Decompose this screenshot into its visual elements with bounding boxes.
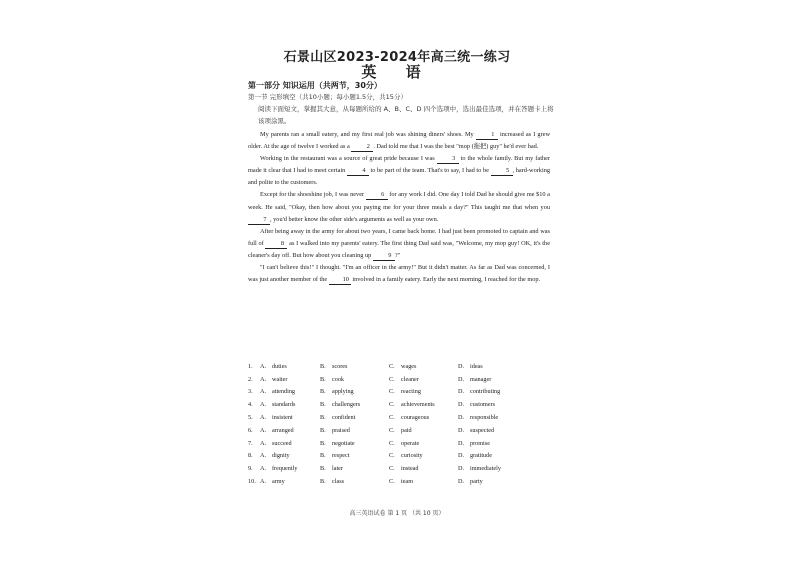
option-letter: B. xyxy=(320,388,326,396)
option-a xyxy=(260,388,320,395)
option-text: achievements xyxy=(401,401,435,409)
blank-1: 1 xyxy=(476,130,498,140)
option-a xyxy=(260,465,320,472)
question-number: 6. xyxy=(248,426,253,434)
option-letter: B. xyxy=(320,478,326,486)
question-number: 3. xyxy=(248,388,253,396)
option-c xyxy=(389,388,458,395)
option-row xyxy=(248,411,548,424)
passage-text: Working in the restaurant was a source of great pride because I was xyxy=(260,155,437,163)
option-d xyxy=(458,414,527,421)
blank-3: 3 xyxy=(437,154,459,164)
option-text: negotiate xyxy=(332,439,355,447)
option-letter: D. xyxy=(458,426,465,434)
option-c xyxy=(389,465,458,472)
option-text: gratitude xyxy=(470,452,492,460)
option-letter: B. xyxy=(320,465,326,473)
option-letter: D. xyxy=(458,439,465,447)
question-number: 7. xyxy=(248,439,253,447)
option-text: wages xyxy=(401,362,417,370)
option-a xyxy=(260,452,320,459)
option-letter: A. xyxy=(260,478,267,486)
answer-options xyxy=(248,360,548,488)
option-row xyxy=(248,450,548,463)
option-text: contributing xyxy=(470,388,501,396)
option-text: succeed xyxy=(272,439,292,447)
option-c xyxy=(389,478,458,485)
option-b xyxy=(320,465,389,472)
option-b xyxy=(320,401,389,408)
question-number: 8. xyxy=(248,452,253,460)
option-text: attending xyxy=(272,388,296,396)
option-d xyxy=(458,376,527,383)
question-number: 2. xyxy=(248,375,253,383)
option-letter: B. xyxy=(320,375,326,383)
option-letter: B. xyxy=(320,414,326,422)
option-b xyxy=(320,388,389,395)
option-text: instead xyxy=(401,465,419,473)
passage-text: for any work I did. One day I told Dad he should give me $10 a week. He said, "Okay, then how about you paying me for your three meals a day?" This taught me that when you xyxy=(248,191,550,211)
option-text: insistent xyxy=(272,414,293,422)
option-text: class xyxy=(332,478,345,486)
option-letter: C. xyxy=(389,465,395,473)
option-letter: D. xyxy=(458,478,465,486)
option-text: waiter xyxy=(272,375,288,383)
option-text: standards xyxy=(272,401,296,409)
option-d xyxy=(458,478,527,485)
option-text: team xyxy=(401,478,414,486)
passage-text: Except for the shoeshine job, I was never xyxy=(260,191,366,199)
option-a xyxy=(260,427,320,434)
option-row xyxy=(248,424,548,437)
option-d xyxy=(458,427,527,434)
option-d xyxy=(458,440,527,447)
option-letter: A. xyxy=(260,439,267,447)
option-letter: D. xyxy=(458,414,465,422)
option-text: paid xyxy=(401,426,412,434)
option-letter: C. xyxy=(389,362,395,370)
option-letter: D. xyxy=(458,452,465,460)
passage-text: "I can't believe this!" I thought. "I'm an officer in the army!" But it didn't matter. As far as Dad was concerned, I was just another member of the xyxy=(248,264,550,284)
option-a xyxy=(260,376,320,383)
option-c xyxy=(389,376,458,383)
cloze-passage xyxy=(248,129,550,286)
option-c xyxy=(389,440,458,447)
option-letter: D. xyxy=(458,362,465,370)
option-letter: C. xyxy=(389,439,395,447)
option-a xyxy=(260,363,320,370)
option-text: dignity xyxy=(272,452,290,460)
option-text: duties xyxy=(272,362,287,370)
option-text: promise xyxy=(470,439,490,447)
option-text: responsible xyxy=(470,414,499,422)
option-c xyxy=(389,363,458,370)
option-row xyxy=(248,462,548,475)
option-text: cleaner xyxy=(401,375,419,383)
option-a xyxy=(260,401,320,408)
option-letter: A. xyxy=(260,414,267,422)
blank-8: 8 xyxy=(265,239,287,249)
option-text: curiosity xyxy=(401,452,423,460)
option-text: cook xyxy=(332,375,345,383)
option-text: frequently xyxy=(272,465,298,473)
option-c xyxy=(389,401,458,408)
option-d xyxy=(458,452,527,459)
passage-text: , hard-working and polite to the customers. xyxy=(248,167,551,187)
option-text: arranged xyxy=(272,426,294,434)
option-letter: A. xyxy=(260,375,267,383)
blank-9: 9 xyxy=(373,251,395,261)
option-d xyxy=(458,401,527,408)
option-text: courageous xyxy=(401,414,430,422)
option-a xyxy=(260,478,320,485)
question-number: 1. xyxy=(248,362,253,370)
option-row xyxy=(248,360,548,373)
option-letter: A. xyxy=(260,401,267,409)
option-letter: B. xyxy=(320,426,326,434)
option-b xyxy=(320,427,389,434)
option-text: army xyxy=(272,478,285,486)
option-text: customers xyxy=(470,401,496,409)
question-number: 9. xyxy=(248,465,253,473)
instruction-text: 阅读下面短文，掌握其大意，从每题所给的 A、B、C、D 四个选项中，选出最佳选项，并在答题卡上将该项涂黑。 xyxy=(258,105,554,125)
option-text: praised xyxy=(332,426,350,434)
passage-text: ?" xyxy=(394,251,401,259)
blank-2: 2 xyxy=(351,142,373,152)
subject-heading: 英 语 xyxy=(361,63,433,81)
option-text: party xyxy=(470,478,483,486)
exam-title: 石景山区2023-2024年高三统一练习 xyxy=(283,50,511,65)
passage-text: After being away in the army for about two years, I came back home. I had just been promoted to captain and was full of xyxy=(248,227,550,247)
option-letter: B. xyxy=(320,439,326,447)
option-text: confident xyxy=(332,414,356,422)
option-letter: C. xyxy=(389,452,395,460)
option-a xyxy=(260,440,320,447)
option-letter: D. xyxy=(458,401,465,409)
option-letter: C. xyxy=(389,401,395,409)
blank-6: 6 xyxy=(366,190,388,200)
part-heading: 第一部分 知识运用（共两节，30分） xyxy=(248,81,382,90)
passage-text: as I walked into my parents' eatery. The first thing Dad said was, "Welcome, my mop guy! OK, it's the cleaner's day off. But how about you cleaning up xyxy=(248,239,550,259)
option-letter: B. xyxy=(320,401,326,409)
option-letter: A. xyxy=(260,465,267,473)
blank-10: 10 xyxy=(329,275,351,285)
option-c xyxy=(389,427,458,434)
option-b xyxy=(320,363,389,370)
option-d xyxy=(458,465,527,472)
passage-text: involved in a family eatery. Early the next morning, I reached for the mop. xyxy=(350,276,541,284)
option-text: scores xyxy=(332,362,348,370)
passage-text: to be part of the team. That's to say, I had to be xyxy=(368,167,491,175)
option-letter: D. xyxy=(458,388,465,396)
passage-paragraph-4 xyxy=(248,226,550,262)
option-b xyxy=(320,376,389,383)
option-row xyxy=(248,475,548,488)
option-letter: B. xyxy=(320,362,326,370)
option-letter: A. xyxy=(260,426,267,434)
option-a xyxy=(260,414,320,421)
option-text: later xyxy=(332,465,343,473)
passage-text: , you'd better know the other side's arguments as well as your own. xyxy=(270,215,439,223)
option-row xyxy=(248,398,548,411)
option-text: respect xyxy=(332,452,350,460)
option-text: manager xyxy=(470,375,492,383)
option-letter: C. xyxy=(389,375,395,383)
blank-4: 4 xyxy=(347,166,369,176)
page-footer: 高三英语试卷 第 1 页 （共 10 页） xyxy=(349,510,445,517)
option-d xyxy=(458,363,527,370)
option-letter: A. xyxy=(260,452,267,460)
passage-text: increased as I grew older. At the age of twelve I worked as a xyxy=(248,131,551,151)
passage-paragraph-5 xyxy=(248,262,550,286)
blank-7: 7 xyxy=(248,215,270,225)
passage-paragraph-1 xyxy=(248,129,550,153)
option-letter: C. xyxy=(389,414,395,422)
option-b xyxy=(320,414,389,421)
option-letter: D. xyxy=(458,375,465,383)
option-row xyxy=(248,386,548,399)
option-text: applying xyxy=(332,388,354,396)
option-text: reacting xyxy=(401,388,421,396)
option-text: operate xyxy=(401,439,420,447)
section-heading: 第一节 完形填空（共10小题；每小题1.5分，共15分） xyxy=(248,93,407,101)
option-row xyxy=(248,373,548,386)
option-text: challengers xyxy=(332,401,361,409)
option-c xyxy=(389,414,458,421)
option-text: ideas xyxy=(470,362,483,370)
passage-text: to the whole family. But my father made it clear that I had to meet certain xyxy=(248,155,550,175)
blank-5: 5 xyxy=(491,166,513,176)
passage-text: My parents ran a small eatery, and my first real job was shining diners' shoes. My xyxy=(260,131,476,138)
option-letter: C. xyxy=(389,426,395,434)
passage-paragraph-3 xyxy=(248,189,550,225)
question-number: 5. xyxy=(248,414,253,422)
option-letter: C. xyxy=(389,478,395,486)
option-letter: A. xyxy=(260,362,267,370)
option-text: suspected xyxy=(470,426,495,434)
option-text: immediately xyxy=(470,465,501,473)
option-letter: B. xyxy=(320,452,326,460)
option-b xyxy=(320,440,389,447)
question-number: 10. xyxy=(248,478,256,486)
option-b xyxy=(320,478,389,485)
option-b xyxy=(320,452,389,459)
option-c xyxy=(389,452,458,459)
option-row xyxy=(248,437,548,450)
passage-paragraph-2 xyxy=(248,153,550,189)
question-number: 4. xyxy=(248,401,253,409)
option-d xyxy=(458,388,527,395)
option-letter: A. xyxy=(260,388,267,396)
option-letter: C. xyxy=(389,388,395,396)
option-letter: D. xyxy=(458,465,465,473)
passage-text: . Dad told me that I was the best "mop (拖把) guy" he'd ever had. xyxy=(373,143,539,151)
